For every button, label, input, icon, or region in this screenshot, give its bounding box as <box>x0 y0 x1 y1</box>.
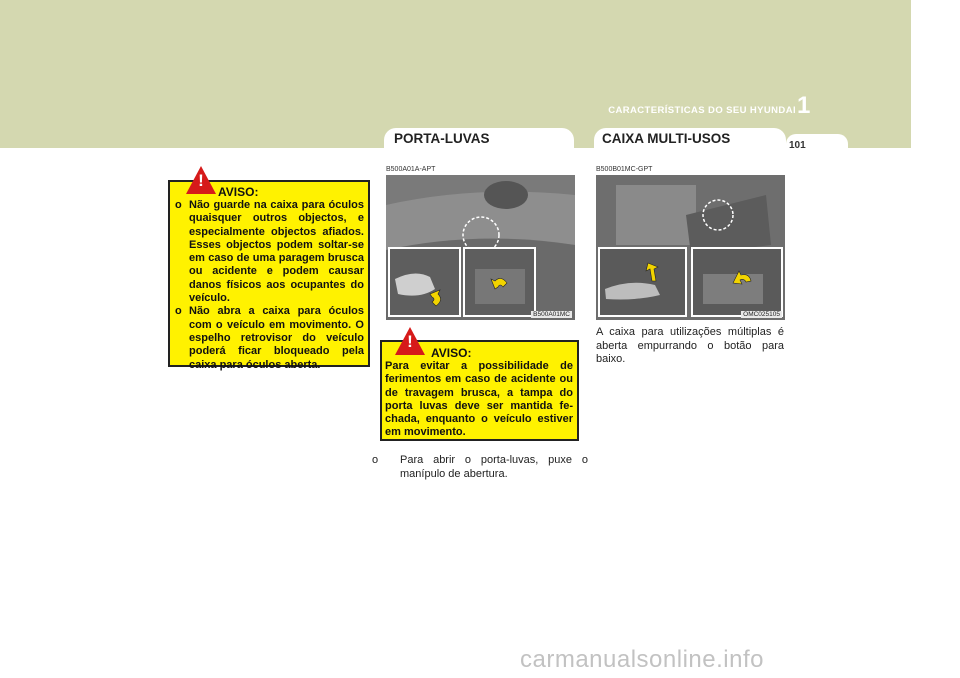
paragraph-caixa-multi-usos: A caixa para utilizações múltiplas é aberta empurrando o botão para baixo. <box>596 326 784 365</box>
chapter-number: 1 <box>797 92 811 119</box>
figure-label-porta-luvas: B500A01MC <box>533 311 570 318</box>
warning-item: o Não guarde na caixa para óculos quaisquer outros objectos, e especialmente objectos afiados. Esses objectos podem soltar-se em caso de uma paragem brusca ou acidente e podem causar danos físicos aos ocupantes do veículo. <box>175 199 364 305</box>
figure-label-caixa-multi-usos: OMC025105 <box>743 311 780 318</box>
figure-inset-open <box>463 247 536 317</box>
figure-inset-open-box <box>691 247 783 317</box>
section-code-caixa-multi-usos: B500B01MC-GPT <box>596 166 653 173</box>
exclamation-icon: ! <box>407 332 413 351</box>
warning-body-left <box>175 199 364 372</box>
warning-title-left: AVISO: <box>218 185 259 199</box>
watermark: carmanualsonline.info <box>520 646 764 673</box>
exclamation-icon: ! <box>198 171 204 190</box>
header-band <box>0 0 911 148</box>
page-number: 101 <box>789 140 806 151</box>
section-title-porta-luvas: PORTA-LUVAS <box>394 131 490 146</box>
instruction-porta-luvas: o Para abrir o porta-luvas, puxe o manípulo de abertura. <box>372 454 588 480</box>
figure-inset-button <box>598 247 687 317</box>
section-code-porta-luvas: B500A01A-APT <box>386 166 436 173</box>
warning-title-middle: AVISO: <box>431 346 472 360</box>
figure-inset-handle <box>388 247 461 317</box>
warning-item: o Não abra a caixa para óculos com o veículo em movimento. O espelho retrovisor do veículo poderá ficar bloqueado pela caixa para óculos aberta. <box>175 305 364 371</box>
warning-body-middle: Para evitar a possibilidade de ferimentos em caso de acidente ou de travagem brusca, a tampa do porta luvas deve ser mantida fe-chada, enquanto o veículo estiver em movimento. <box>385 360 573 439</box>
glove-box-figure <box>386 175 575 320</box>
chapter-title: CARACTERÍSTICAS DO SEU HYUNDAI <box>608 105 796 116</box>
section-title-caixa-multi-usos: CAIXA MULTI-USOS <box>602 131 731 146</box>
multi-box-figure <box>596 175 785 320</box>
